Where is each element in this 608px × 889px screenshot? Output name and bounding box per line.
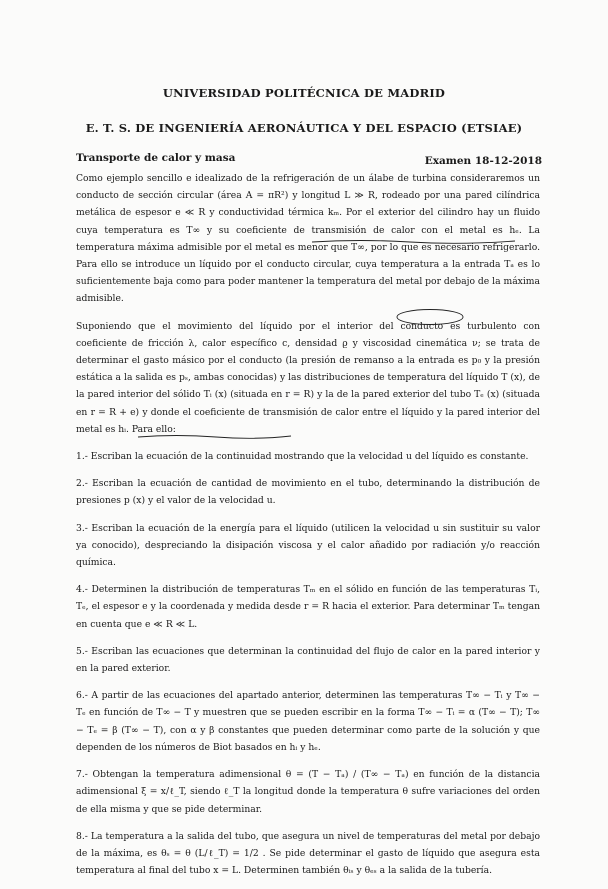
exam-date: Examen 18-12-2018: [424, 155, 542, 167]
question-6: 6.- A partir de las ecuaciones del apartado anterior, determinen las temperaturas T∞ − Tᵢ y T∞ − Tₑ en función de T∞ − T y muestren que se pueden escribir en la forma T∞ − Tᵢ = α (T∞ − T); T∞ − Tₑ = β (T∞ − T), con α y β constantes que pueden determinar como parte de la solución y que dependen de los números de Biot basados en hᵢ y hₑ.: [76, 690, 540, 753]
question-4: 4.- Determinen la distribución de temperaturas Tₘ en el sólido en función de las temperaturas Tᵢ, Tₑ, el espesor e y la coordenada y medida desde r = R hacia el exterior. Para determinar Tₘ tengan en cuenta que e ≪ R ≪ L.: [76, 584, 540, 630]
question-2: 2.- Escriban la ecuación de cantidad de movimiento en el tubo, determinando la distribución de presiones p (x) y el valor de la velocidad u.: [76, 478, 540, 507]
intro-paragraph: Como ejemplo sencillo e idealizado de la refrigeración de un álabe de turbina consideraremos un conducto de sección circular (área A = πR²) y longitud L ≫ R, rodeado por una pared cilíndrica metálica de espesor e ≪ R y conductividad térmica kₘ. Por el exterior del cilindro hay un fluido cuya temperatura es T∞ y su coeficiente de transmisión de calor con el metal es hₑ. La temperatura máxima admisible por el metal es menor que T∞, por lo que es necesario refrigerarlo. Para ello se introduce un líquido por el conducto circular, cuya temperatura a la entrada Tₐ es lo suficientemente baja como para poder mantener la temperatura del metal por debajo de la máxima admisible.: [76, 173, 540, 305]
question-5: 5.- Escriban las ecuaciones que determinan la continuidad del flujo de calor en la pared interior y en la pared exterior.: [76, 645, 540, 675]
exam-body: [76, 170, 540, 889]
university-title: UNIVERSIDAD POLITÉCNICA DE MADRID: [162, 86, 446, 100]
subject-title: Transporte de calor y masa: [76, 152, 236, 164]
question-7: 7.- Obtengan la temperatura adimensional θ = (T − Tₐ) / (T∞ − Tₐ) en función de la distancia adimensional ξ = x/ℓ_T, siendo ℓ_T la longitud donde la temperatura θ sufre variaciones del orden de ella misma y que se pide determinar.: [76, 769, 540, 815]
school-title: E. T. S. DE INGENIERÍA AERONÁUTICA Y DEL ESPACIO (ETSIAE): [85, 121, 523, 135]
question-3: 3.- Escriban la ecuación de la energía para el líquido (utilicen la velocidad u sin sustituir su valor ya conocido), despreciando la disipación viscosa y el calor añadido por radiación y/o reacción química.: [76, 522, 540, 569]
intro-paragraph: Suponiendo que el movimiento del líquido por el interior del conducto es turbulento con coeficiente de fricción λ, calor específico c, densidad ϱ y viscosidad cinemática ν; se trata de determinar el gasto másico por el conducto (la presión de remanso a la entrada es p₀ y la presión estática a la salida es pₛ, ambas conocidas) y las distribuciones de temperatura del líquido T (x), de la pared interior del sólido Tᵢ (x) (situada en r = R) y la de la pared exterior del tubo Tₑ (x) (situada en r = R + e) y donde el coeficiente de transmisión de calor entre el líquido y la pared interior del metal es hᵢ. Para ello:: [76, 320, 540, 435]
question-8: 8.- La temperatura a la salida del tubo, que asegura un nivel de temperaturas del metal por debajo de la máxima, es θₛ = θ (L/ℓ_T) = 1/2 . Se pide determinar el gasto de líquido que asegura esta temperatura al final del tubo x = L. Determinen también θᵢₛ y θₑₛ a la salida de la tubería.: [76, 830, 540, 877]
question-1: 1.- Escriban la ecuación de la continuidad mostrando que la velocidad u del líquido es constante.: [76, 451, 529, 463]
